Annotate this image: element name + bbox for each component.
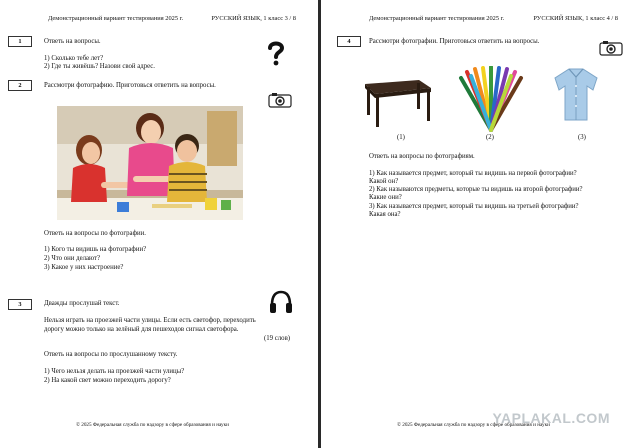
listening-text-line: Нельзя играть на проезжей части улицы. Если есть светофор, переходить bbox=[44, 317, 256, 324]
page-left bbox=[0, 0, 318, 448]
task-title: Дважды прослушай текст. bbox=[44, 300, 120, 307]
photo-caption: (1) bbox=[397, 134, 405, 141]
instruction: Ответь на вопросы по фотографиям. bbox=[369, 153, 475, 160]
page-header-left: Демонстрационный вариант тестирования 2025 г. bbox=[48, 15, 184, 22]
task-number: 4 bbox=[337, 36, 361, 47]
page-header-right: РУССКИЙ ЯЗЫК, 1 класс 4 / 8 bbox=[533, 15, 618, 22]
task-title: Рассмотри фотографию. Приготовься ответить на вопросы. bbox=[44, 82, 216, 89]
question: 1) Чего нельзя делать на проезжей части улицы? bbox=[44, 368, 185, 375]
camera-icon bbox=[599, 40, 623, 56]
question: 1) Кого ты видишь на фотографии? bbox=[44, 246, 147, 253]
question: 2) Где ты живёшь? Назови свой адрес. bbox=[44, 63, 156, 70]
question: Какие они? bbox=[369, 194, 402, 201]
word-count: (19 слов) bbox=[264, 335, 291, 342]
photo-caption: (3) bbox=[578, 134, 586, 141]
table-photo bbox=[361, 74, 433, 128]
question: 1) Сколько тебе лет? bbox=[44, 55, 104, 62]
question: 2) На какой свет можно переходить дорогу? bbox=[44, 377, 171, 384]
task-number: 3 bbox=[8, 299, 32, 310]
instruction: Ответь на вопросы по фотографии. bbox=[44, 230, 146, 237]
page-header-right: РУССКИЙ ЯЗЫК, 1 класс 3 / 8 bbox=[211, 15, 296, 22]
photo-caption: (2) bbox=[486, 134, 494, 141]
instruction: Ответь на вопросы по прослушанному тексту. bbox=[44, 351, 178, 358]
question: Какая она? bbox=[369, 211, 401, 218]
task-number: 2 bbox=[8, 80, 32, 91]
page-footer: © 2025 Федеральная служба по надзору в сфере образования и науки bbox=[397, 422, 550, 428]
task-title: Ответь на вопросы. bbox=[44, 38, 101, 45]
camera-icon bbox=[268, 92, 292, 108]
question: 1) Как называется предмет, который ты видишь на первой фотографии? bbox=[369, 170, 577, 177]
task-number: 1 bbox=[8, 36, 32, 47]
question: 2) Как называются предметы, которые ты видишь на второй фотографии? bbox=[369, 186, 583, 193]
watermark: YAPLAKAL.COM bbox=[492, 410, 610, 426]
task-title: Рассмотри фотографии. Приготовься ответить на вопросы. bbox=[369, 38, 540, 45]
page-header-left: Демонстрационный вариант тестирования 2025 г. bbox=[369, 15, 505, 22]
question-mark-icon bbox=[265, 40, 287, 66]
question: 3) Как называется предмет, который ты видишь на третьей фотографии? bbox=[369, 203, 579, 210]
page-footer: © 2025 Федеральная служба по надзору в сфере образования и науки bbox=[76, 422, 229, 428]
pencils-photo bbox=[455, 66, 527, 132]
classroom-photo bbox=[57, 106, 243, 220]
question: 2) Что они делают? bbox=[44, 255, 100, 262]
headphones-icon bbox=[268, 289, 294, 315]
listening-text-line: дорогу можно только на зелёный для пешеходов сигнал светофора. bbox=[44, 326, 239, 333]
page-right bbox=[321, 0, 640, 448]
shirt-photo bbox=[553, 66, 599, 122]
question: 3) Какое у них настроение? bbox=[44, 264, 124, 271]
question: Какой он? bbox=[369, 178, 399, 185]
